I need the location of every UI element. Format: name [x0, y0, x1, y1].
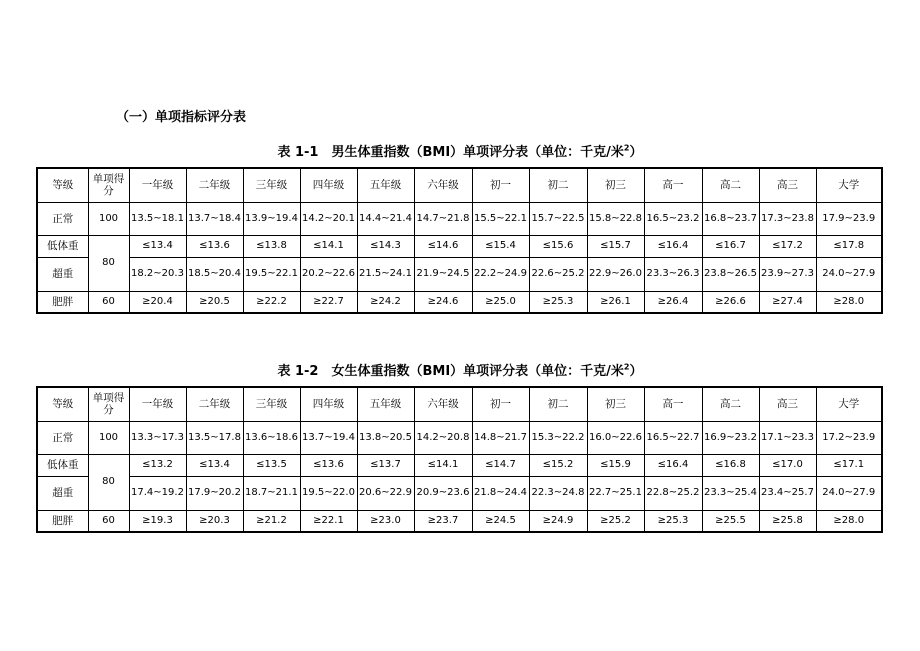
value-cell: 14.2~20.8 — [414, 421, 472, 454]
value-cell: ≤17.1 — [816, 454, 882, 476]
header-cell: 六年级 — [414, 387, 472, 421]
value-cell: ≤13.7 — [357, 454, 414, 476]
value-cell: 14.2~20.1 — [300, 202, 357, 235]
value-cell: 13.5~18.1 — [129, 202, 186, 235]
value-cell: ≥20.5 — [186, 291, 243, 313]
table-row — [37, 257, 882, 291]
caption-end: ） — [629, 364, 643, 379]
value-cell: ≤17.0 — [759, 454, 816, 476]
value-cell: ≤13.6 — [300, 454, 357, 476]
value-cell: ≥24.9 — [529, 510, 587, 532]
header-cell: 初一 — [472, 387, 529, 421]
table-1-caption — [0, 141, 920, 160]
caption-text: 表 1-1 男生体重指数（BMI）单项评分表（单位：千克/米 — [277, 145, 624, 160]
value-cell: ≥25.3 — [644, 510, 702, 532]
value-cell: ≤13.4 — [129, 235, 186, 257]
value-cell: 13.5~17.8 — [186, 421, 243, 454]
value-cell: ≥22.7 — [300, 291, 357, 313]
value-cell: 15.7~22.5 — [529, 202, 587, 235]
table-row — [37, 510, 882, 532]
value-cell: 20.6~22.9 — [357, 476, 414, 510]
header-cell: 高三 — [759, 168, 816, 202]
value-cell: 23.4~25.7 — [759, 476, 816, 510]
grade-label: 低体重 — [37, 235, 88, 257]
value-cell: 16.8~23.7 — [702, 202, 759, 235]
header-cell: 三年级 — [243, 387, 300, 421]
value-cell: ≥26.4 — [644, 291, 702, 313]
header-cell: 高一 — [644, 387, 702, 421]
value-cell: 22.2~24.9 — [472, 257, 529, 291]
value-cell: ≥25.5 — [702, 510, 759, 532]
value-cell: 23.3~26.3 — [644, 257, 702, 291]
male-bmi-table — [36, 167, 883, 314]
score-cell: 60 — [88, 291, 129, 313]
header-cell: 大学 — [816, 387, 882, 421]
value-cell: 22.6~25.2 — [529, 257, 587, 291]
value-cell: 19.5~22.0 — [300, 476, 357, 510]
header-cell: 三年级 — [243, 168, 300, 202]
value-cell: ≥25.0 — [472, 291, 529, 313]
value-cell: ≤14.6 — [414, 235, 472, 257]
header-cell: 高一 — [644, 168, 702, 202]
value-cell: ≤16.4 — [644, 454, 702, 476]
header-cell: 五年级 — [357, 387, 414, 421]
value-cell: ≥19.3 — [129, 510, 186, 532]
value-cell: ≤15.2 — [529, 454, 587, 476]
value-cell: 17.4~19.2 — [129, 476, 186, 510]
value-cell: ≤15.7 — [587, 235, 644, 257]
value-cell: 16.0~22.6 — [587, 421, 644, 454]
header-cell: 二年级 — [186, 168, 243, 202]
value-cell: ≤14.7 — [472, 454, 529, 476]
value-cell: 22.8~25.2 — [644, 476, 702, 510]
value-cell: 15.8~22.8 — [587, 202, 644, 235]
header-cell: 等级 — [37, 168, 88, 202]
header-cell: 单项得分 — [88, 387, 129, 421]
grade-label: 超重 — [37, 257, 88, 291]
value-cell: 17.3~23.8 — [759, 202, 816, 235]
header-cell: 高二 — [702, 387, 759, 421]
value-cell: 15.5~22.1 — [472, 202, 529, 235]
value-cell: ≥28.0 — [816, 510, 882, 532]
table-row — [37, 235, 882, 257]
value-cell: 21.9~24.5 — [414, 257, 472, 291]
table-row — [37, 421, 882, 454]
value-cell: ≥20.4 — [129, 291, 186, 313]
table-2-caption — [0, 360, 920, 379]
value-cell: ≤13.8 — [243, 235, 300, 257]
value-cell: ≤17.8 — [816, 235, 882, 257]
table-row — [37, 202, 882, 235]
value-cell: ≤13.4 — [186, 454, 243, 476]
value-cell: 18.7~21.1 — [243, 476, 300, 510]
value-cell: 15.3~22.2 — [529, 421, 587, 454]
value-cell: ≥25.8 — [759, 510, 816, 532]
table-row — [37, 476, 882, 510]
value-cell: ≥24.2 — [357, 291, 414, 313]
header-cell: 高三 — [759, 387, 816, 421]
value-cell: ≥27.4 — [759, 291, 816, 313]
value-cell: 22.3~24.8 — [529, 476, 587, 510]
value-cell: ≤13.6 — [186, 235, 243, 257]
value-cell: ≥23.0 — [357, 510, 414, 532]
value-cell: 22.9~26.0 — [587, 257, 644, 291]
value-cell: ≤13.2 — [129, 454, 186, 476]
value-cell: 17.9~23.9 — [816, 202, 882, 235]
header-row — [37, 387, 882, 421]
score-cell: 80 — [88, 235, 129, 291]
table-row — [37, 454, 882, 476]
value-cell: 13.7~18.4 — [186, 202, 243, 235]
value-cell: ≥22.1 — [300, 510, 357, 532]
score-cell: 80 — [88, 454, 129, 510]
header-cell: 高二 — [702, 168, 759, 202]
value-cell: 18.2~20.3 — [129, 257, 186, 291]
header-cell: 五年级 — [357, 168, 414, 202]
value-cell: 23.3~25.4 — [702, 476, 759, 510]
header-cell: 初三 — [587, 168, 644, 202]
grade-label: 低体重 — [37, 454, 88, 476]
value-cell: 16.5~22.7 — [644, 421, 702, 454]
header-cell: 初二 — [529, 387, 587, 421]
value-cell: ≥26.1 — [587, 291, 644, 313]
value-cell: ≤16.4 — [644, 235, 702, 257]
value-cell: ≥24.5 — [472, 510, 529, 532]
value-cell: ≥22.2 — [243, 291, 300, 313]
value-cell: 23.9~27.3 — [759, 257, 816, 291]
header-cell: 初三 — [587, 387, 644, 421]
header-row — [37, 168, 882, 202]
value-cell: ≤13.5 — [243, 454, 300, 476]
value-cell: 13.3~17.3 — [129, 421, 186, 454]
value-cell: ≥25.2 — [587, 510, 644, 532]
value-cell: ≤14.1 — [414, 454, 472, 476]
value-cell: ≤14.3 — [357, 235, 414, 257]
header-cell: 一年级 — [129, 387, 186, 421]
score-cell: 100 — [88, 421, 129, 454]
value-cell: 13.8~20.5 — [357, 421, 414, 454]
value-cell: 19.5~22.1 — [243, 257, 300, 291]
value-cell: 17.2~23.9 — [816, 421, 882, 454]
value-cell: 17.9~20.2 — [186, 476, 243, 510]
value-cell: 16.5~23.2 — [644, 202, 702, 235]
value-cell: 14.7~21.8 — [414, 202, 472, 235]
header-cell: 四年级 — [300, 387, 357, 421]
value-cell: ≥24.6 — [414, 291, 472, 313]
value-cell: ≤17.2 — [759, 235, 816, 257]
section-heading: （一）单项指标评分表 — [116, 110, 247, 125]
value-cell: 16.9~23.2 — [702, 421, 759, 454]
value-cell: ≥25.3 — [529, 291, 587, 313]
header-cell: 初一 — [472, 168, 529, 202]
grade-label: 肥胖 — [37, 291, 88, 313]
header-cell: 初二 — [529, 168, 587, 202]
grade-label: 正常 — [37, 421, 88, 454]
grade-label: 超重 — [37, 476, 88, 510]
value-cell: ≥26.6 — [702, 291, 759, 313]
score-cell: 60 — [88, 510, 129, 532]
value-cell: 23.8~26.5 — [702, 257, 759, 291]
value-cell: 13.7~19.4 — [300, 421, 357, 454]
header-cell: 二年级 — [186, 387, 243, 421]
value-cell: 17.1~23.3 — [759, 421, 816, 454]
value-cell: ≥20.3 — [186, 510, 243, 532]
value-cell: ≤15.4 — [472, 235, 529, 257]
header-cell: 单项得分 — [88, 168, 129, 202]
header-cell: 一年级 — [129, 168, 186, 202]
header-cell: 四年级 — [300, 168, 357, 202]
header-cell: 六年级 — [414, 168, 472, 202]
value-cell: ≤14.1 — [300, 235, 357, 257]
caption-end: ） — [629, 145, 643, 160]
value-cell: 14.4~21.4 — [357, 202, 414, 235]
value-cell: 24.0~27.9 — [816, 257, 882, 291]
value-cell: 20.2~22.6 — [300, 257, 357, 291]
grade-label: 肥胖 — [37, 510, 88, 532]
caption-superscript: 2 — [623, 362, 630, 372]
value-cell: ≤16.7 — [702, 235, 759, 257]
value-cell: 13.9~19.4 — [243, 202, 300, 235]
value-cell: 24.0~27.9 — [816, 476, 882, 510]
caption-superscript: 2 — [623, 143, 630, 153]
value-cell: ≥21.2 — [243, 510, 300, 532]
value-cell: ≤15.6 — [529, 235, 587, 257]
value-cell: 22.7~25.1 — [587, 476, 644, 510]
value-cell: ≥23.7 — [414, 510, 472, 532]
table-row — [37, 291, 882, 313]
value-cell: 21.5~24.1 — [357, 257, 414, 291]
value-cell: 21.8~24.4 — [472, 476, 529, 510]
header-cell: 大学 — [816, 168, 882, 202]
value-cell: ≥28.0 — [816, 291, 882, 313]
score-cell: 100 — [88, 202, 129, 235]
female-bmi-table — [36, 386, 883, 533]
value-cell: 14.8~21.7 — [472, 421, 529, 454]
value-cell: 13.6~18.6 — [243, 421, 300, 454]
caption-text: 表 1-2 女生体重指数（BMI）单项评分表（单位：千克/米 — [277, 364, 624, 379]
value-cell: ≤15.9 — [587, 454, 644, 476]
value-cell: 18.5~20.4 — [186, 257, 243, 291]
header-cell: 等级 — [37, 387, 88, 421]
value-cell: ≤16.8 — [702, 454, 759, 476]
value-cell: 20.9~23.6 — [414, 476, 472, 510]
grade-label: 正常 — [37, 202, 88, 235]
